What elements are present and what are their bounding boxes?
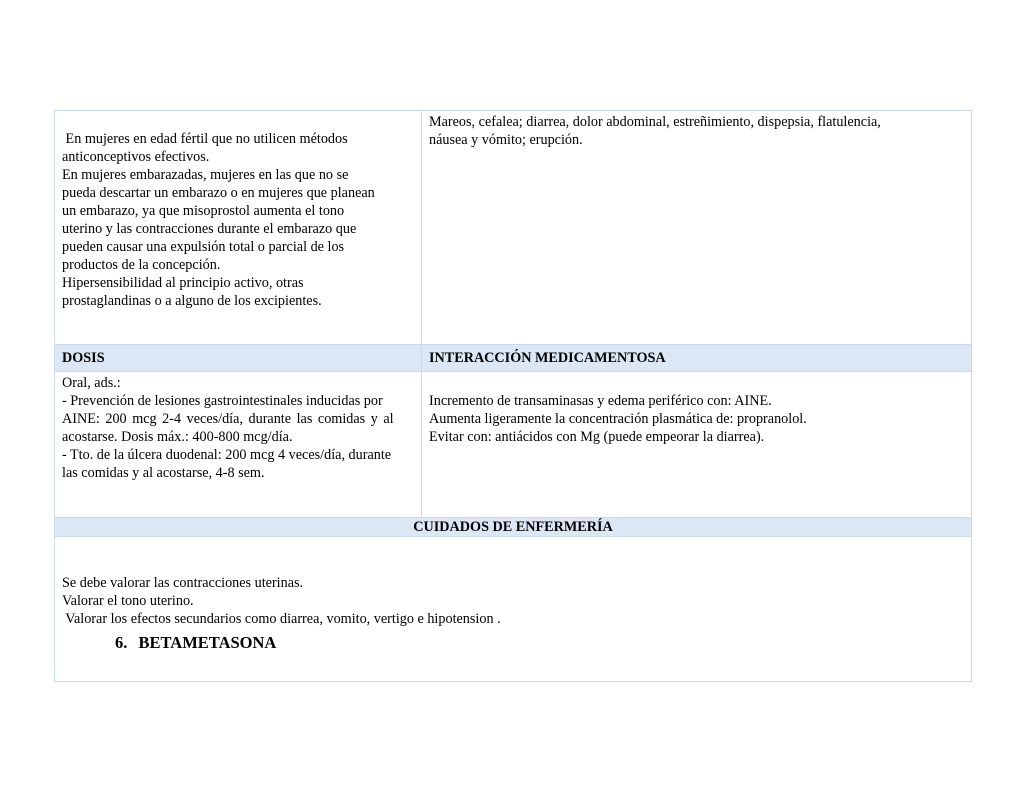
adverse-effects-cell (422, 111, 972, 345)
dosis-row (55, 372, 972, 518)
dosis-header-row (55, 345, 972, 372)
contraindication-line: En mujeres embarazadas, mujeres en las que no se (62, 167, 349, 183)
contraindication-line: anticonceptivos efectivos. (62, 149, 210, 165)
dosis-cell (55, 372, 422, 518)
adverse-effect-line: náusea y vómito; erupción. (429, 132, 583, 148)
contraindication-line: productos de la concepción. (62, 257, 221, 273)
section-title: BETAMETASONA (138, 633, 277, 652)
contraindication-line: prostaglandinas o a alguno de los excipientes. (62, 293, 322, 309)
cuidados-cell (55, 537, 972, 682)
contraindication-line: Hipersensibilidad al principio activo, otras (62, 275, 304, 291)
cuidados-header: CUIDADOS DE ENFERMERÍA (55, 518, 972, 537)
contraindication-line: un embarazo, ya que misoprostol aumenta el tono (62, 203, 345, 219)
contraindication-line: pueden causar una expulsión total o parcial de los (62, 239, 345, 255)
section-number: 6. (115, 633, 128, 652)
cuidados-header-row (55, 518, 972, 537)
dosis-line: - Tto. de la úlcera duodenal: 200 mcg 4 veces/día, durante (62, 447, 392, 463)
contraindication-line: En mujeres en edad fértil que no utilicen métodos (62, 131, 348, 147)
contraindications-row (55, 111, 972, 345)
cuidado-line: Se debe valorar las contracciones uterinas. (62, 575, 304, 591)
cuidado-line: Valorar los efectos secundarios como diarrea, vomito, vertigo e hipotension . (62, 611, 501, 627)
contraindications-cell (55, 111, 422, 345)
cuidados-row (55, 537, 972, 682)
cuidado-line: Valorar el tono uterino. (62, 593, 194, 609)
interaccion-header: INTERACCIÓN MEDICAMENTOSA (422, 345, 972, 372)
interaccion-line: Incremento de transaminasas y edema periférico con: AINE. (429, 393, 772, 409)
dosis-line: las comidas y al acostarse, 4-8 sem. (62, 465, 265, 481)
dosis-line: Oral, ads.: (62, 375, 121, 391)
interaccion-cell (422, 372, 972, 518)
dosis-line: - Prevención de lesiones gastrointestinales inducidas por (62, 393, 383, 409)
interaccion-line: Aumenta ligeramente la concentración plasmática de: propranolol. (429, 411, 807, 427)
section-heading (115, 633, 276, 653)
dosis-header: DOSIS (55, 345, 422, 372)
dosis-line: AINE: 200 mcg 2-4 veces/día, durante las comidas y al (62, 411, 394, 427)
interaccion-line: Evitar con: antiácidos con Mg (puede empeorar la diarrea). (429, 429, 765, 445)
drug-info-table (54, 110, 972, 682)
contraindication-line: uterino y las contracciones durante el embarazo que (62, 221, 357, 237)
dosis-line: acostarse. Dosis máx.: 400-800 mcg/día. (62, 429, 293, 445)
contraindication-line: pueda descartar un embarazo o en mujeres que planean (62, 185, 375, 201)
adverse-effect-line: Mareos, cefalea; diarrea, dolor abdominal, estreñimiento, dispepsia, flatulencia, (429, 114, 881, 130)
